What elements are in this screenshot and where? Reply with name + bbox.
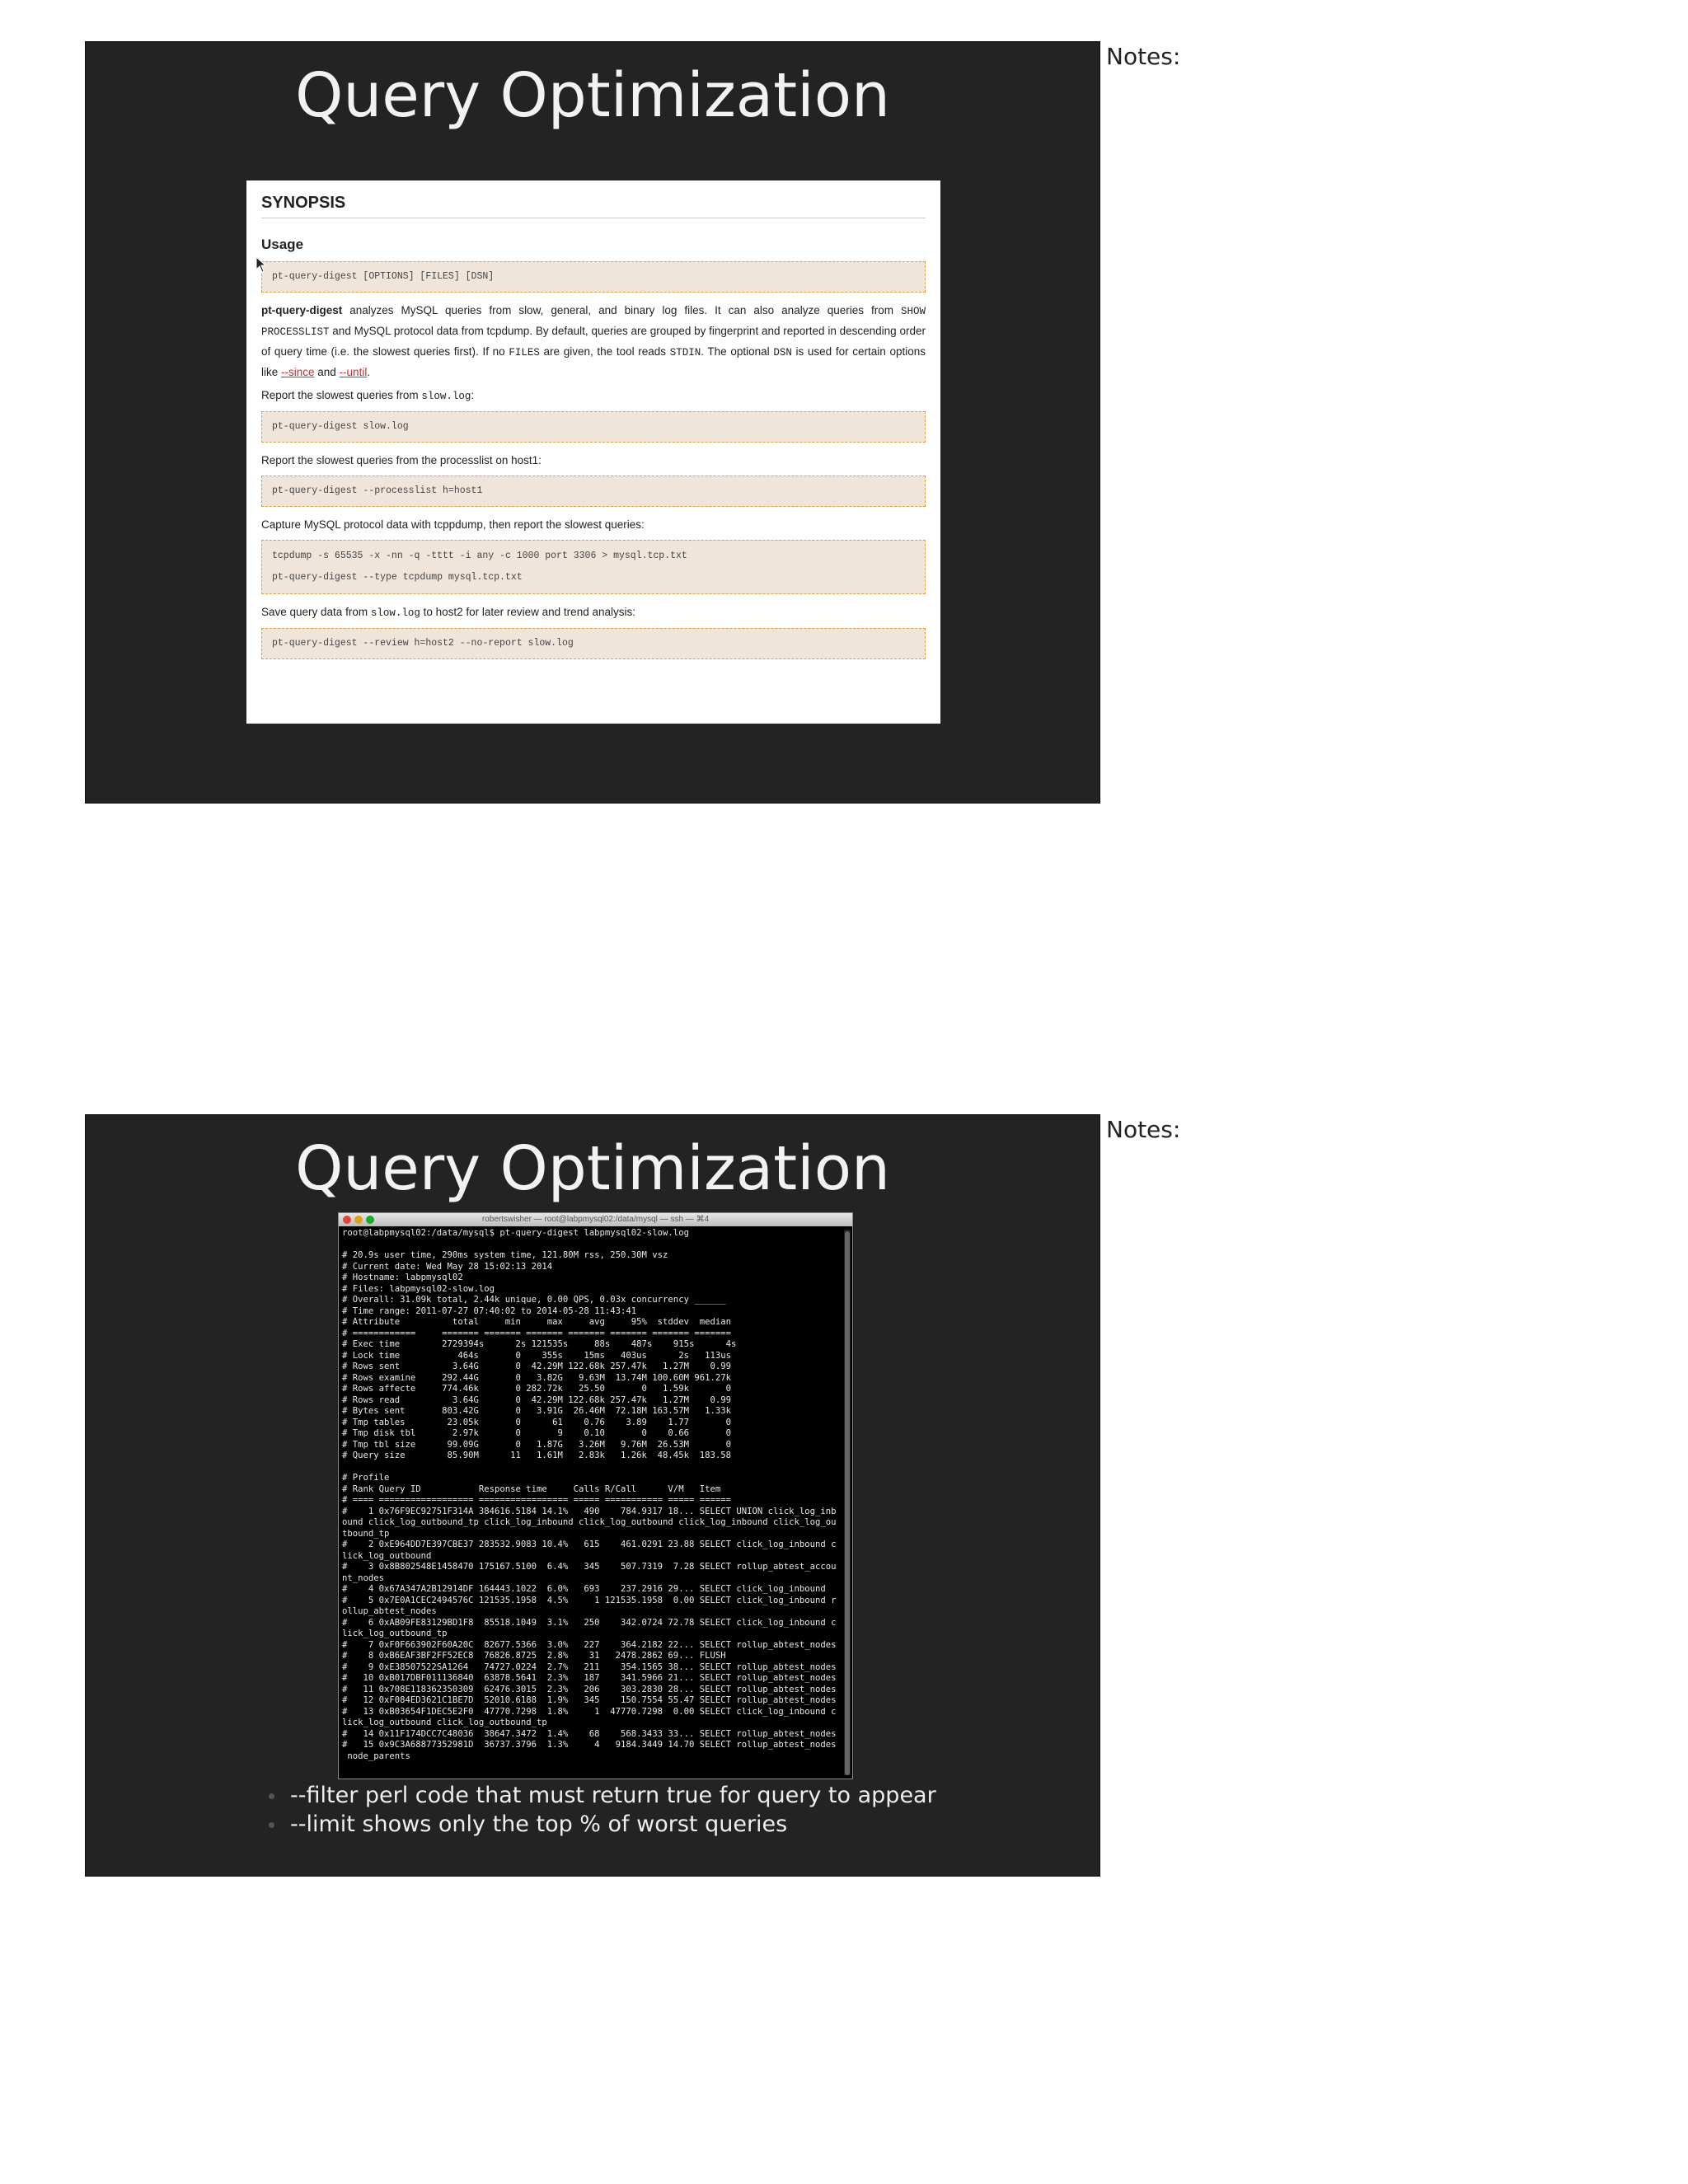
ex-text: : xyxy=(471,389,475,401)
desc-text: . The optional xyxy=(701,345,774,358)
synopsis-heading: SYNOPSIS xyxy=(261,194,926,218)
minimize-icon[interactable] xyxy=(354,1216,363,1224)
ex-mono: slow.log xyxy=(370,607,420,619)
ex-text: Save query data from xyxy=(261,606,371,618)
bullet-item: --limit shows only the top % of worst queries xyxy=(269,1810,936,1839)
terminal-screenshot xyxy=(338,1212,853,1779)
example-2-text: Report the slowest queries from the processlist on host1: xyxy=(261,454,542,466)
zoom-icon[interactable] xyxy=(366,1216,374,1224)
scroll-thumb[interactable] xyxy=(845,1231,850,1775)
slide-1 xyxy=(85,41,1100,804)
ex-text: to host2 for later review and trend analysis: xyxy=(420,606,635,618)
example-1-text xyxy=(261,386,926,406)
desc-mono: FILES xyxy=(509,347,540,359)
code-line: pt-query-digest --type tcpdump mysql.tcp.txt xyxy=(272,572,523,583)
terminal-titlebar xyxy=(339,1213,852,1226)
description-paragraph xyxy=(261,301,926,382)
ex-text: Report the slowest queries from xyxy=(261,389,422,401)
notes-label: Notes: xyxy=(1106,43,1181,70)
slide-2 xyxy=(85,1114,1100,1877)
desc-text: analyzes MySQL queries from slow, general, and binary log files. It can also analyze queries from xyxy=(342,304,901,316)
desc-text: are given, the tool reads xyxy=(539,345,670,358)
since-link[interactable]: --since xyxy=(281,366,315,378)
code-line: tcpdump -s 65535 -x -nn -q -tttt -i any -c 1000 port 3306 > mysql.tcp.txt xyxy=(272,551,687,561)
bullet-list xyxy=(269,1781,936,1839)
until-link[interactable]: --until xyxy=(339,366,368,378)
notes-label: Notes: xyxy=(1106,1116,1181,1143)
example-4-text xyxy=(261,602,926,623)
desc-text: is used for certain options like xyxy=(261,345,926,378)
desc-text: and xyxy=(314,366,340,378)
desc-mono: STDIN xyxy=(669,347,701,359)
desc-text: and MySQL protocol data from tcpdump. By default, queries are grouped by fingerprint and reported in descending order of query time (i.e. the slowest queries first). If no xyxy=(261,325,926,358)
desc-text: . xyxy=(367,366,371,378)
terminal-output: root@labpmysql02:/data/mysql$ pt-query-digest labpmysql02-slow.log # 20.9s user time, 290ms system time, 121.80M rss, 250.30M vsz # Current date: Wed May 28 15:02:13 2014 # Hostname: labpmysql02 # Files: labpmysql02-slow.log # Overall: 31.09k total, 2.44k unique, 0.00 QPS, 0.03x concurrency ______ # Time range: 2011-07-27 07:40:02 to 2014-05-28 11:43:41 # Attribute total min max avg 95% stddev median # ============ ======= ======= ======= ======= ======= ======= ======= # Exec time 2729394s 2s 121535s 88s 487s 915s 4s # Lock time 464s 0 355s 15ms 403us 2s 113us # Rows sent 3.64G 0 42.29M 122.68k 257.47k 1.27M 0.99 # Rows examine 292.44G 0 3.82G 9.63M 13.74M 100.60M 961.27k # Rows affecte 774.46k 0 282.72k 25.50 0 1.59k 0 # Rows read 3.64G 0 42.29M 122.68k 257.47k 1.27M 0.99 # Bytes sent 803.42G 0 3.91G 26.46M 72.18M 163.57M 1.33k # Tmp tables 23.05k 0 61 0.76 3.89 1.77 0 # Tmp disk tbl 2.97k 0 9 0.10 0 0.66 0 # Tmp tbl size 99.09G 0 1.87G 3.26M 9.76M 26.53M 0 # Query size 85.90M 11 1.61M 2.83k 1.26k 48.45k 183.58 # Profile # Rank Query ID Response time Calls R/Call V/M Item # ==== ================== ================= ===== =========== ===== ====== # 1 0x76F9EC92751F314A 384616.5184 14.1% 490 784.9317 18... SELECT UNION click_log_inb ound click_log_outbound_tp click_log_inbound click_log_outbound click_log_inbound click_log_ou tbound_tp # 2 0xE964DD7E397CBE37 283532.9083 10.4% 615 461.0291 23.88 SELECT click_log_inbound c lick_log_outbound # 3 0x8B802548E1458470 175167.5100 6.4% 345 507.7319 7.28 SELECT rollup_abtest_accou nt_nodes # 4 0x67A347A2B12914DF 164443.1022 6.0% 693 237.2916 29... SELECT click_log_inbound # 5 0x7E0A1CEC2494576C 121535.1958 4.5% 1 121535.1958 0.00 SELECT click_log_inbound r ollup_abtest_nodes # 6 0xAB09FE83129BD1F8 85518.1049 3.1% 250 342.0724 72.78 SELECT click_log_inbound c lick_log_outbound_tp # 7 0xF0F663902F60A20C 82677.5366 3.0% 227 364.2182 22... SELECT rollup_abtest_nodes # 8 0xB6EAF3BF2FF52EC8 76826.8725 2.8% 31 2478.2862 69... FLUSH # 9 0xE38507522SA1264 74727.0224 2.7% 211 354.1565 38... SELECT rollup_abtest_nodes # 10 0xB017DBF011136840 63878.5641 2.3% 187 341.5966 21... SELECT rollup_abtest_nodes # 11 0x708E118362350309 62476.3015 2.3% 206 303.2830 28... SELECT rollup_abtest_nodes # 12 0xF084ED3621C1BE7D 52010.6188 1.9% 345 150.7554 55.47 SELECT rollup_abtest_nodes # 13 0xB03654F1DEC5E2F0 47770.7298 1.8% 1 47770.7298 0.00 SELECT click_log_inbound c lick_log_outbound click_log_outbound_tp # 14 0x11F174DCC7C48036 38647.3472 1.4% 68 568.3433 33... SELECT rollup_abtest_nodes # 15 0x9C3A68877352981D 36737.3796 1.3% 4 9184.3449 14.70 SELECT rollup_abtest_nodes node_parents xyxy=(342,1228,837,1761)
terminal-scrollbar[interactable] xyxy=(844,1230,851,1775)
slide-title: Query Optimization xyxy=(295,1133,890,1204)
usage-code: pt-query-digest [OPTIONS] [FILES] [DSN] xyxy=(261,261,926,293)
example-3-text: Capture MySQL protocol data with tcppdump, then report the slowest queries: xyxy=(261,518,645,531)
slide-title: Query Optimization xyxy=(295,60,890,131)
close-icon[interactable] xyxy=(343,1216,351,1224)
tool-name: pt-query-digest xyxy=(261,304,343,316)
usage-heading: Usage xyxy=(261,237,304,252)
example-4-code: pt-query-digest --review h=host2 --no-report slow.log xyxy=(261,628,926,659)
example-3-code xyxy=(261,540,926,594)
desc-mono: SHOW PROCESSLIST xyxy=(261,306,926,338)
desc-mono: DSN xyxy=(773,347,792,359)
ex-mono: slow.log xyxy=(421,391,471,402)
bullet-item: --filter perl code that must return true for query to appear xyxy=(269,1781,936,1810)
synopsis-screenshot xyxy=(246,180,940,724)
example-1-code: pt-query-digest slow.log xyxy=(261,411,926,443)
example-2-code: pt-query-digest --processlist h=host1 xyxy=(261,476,926,507)
terminal-window-title: robertswisher — root@labpmysql02:/data/mysql — ssh — ⌘4 xyxy=(481,1215,710,1224)
